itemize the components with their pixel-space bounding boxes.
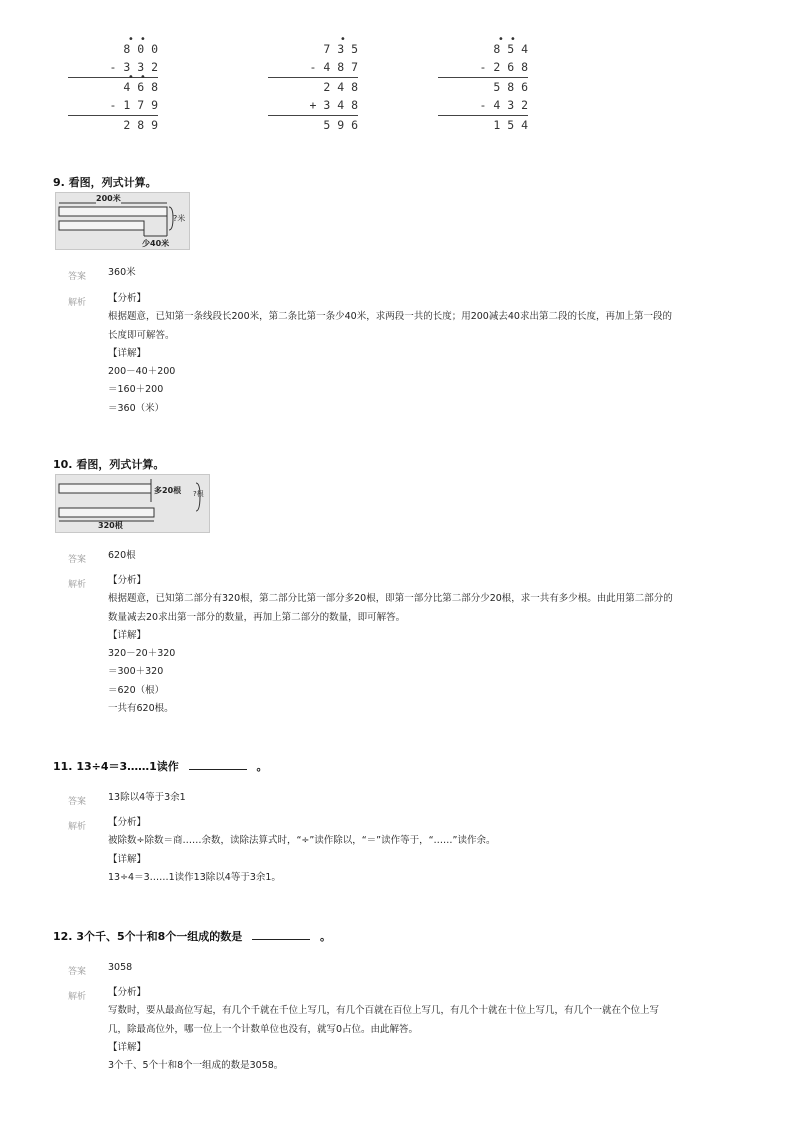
carry-dots: • • [127,34,158,45]
calc-line: - 4 3 2 [438,96,528,115]
calc-line: 2 4 8 [323,79,358,94]
calc-line: 5 8 6 [493,79,528,94]
analysis-line: 【分析】 [108,575,147,586]
q11-analysis [108,814,495,887]
analysis-line: 一共有620根。 [108,703,174,715]
vertical-calc-1 [68,34,158,134]
q9-label-bottom: 少40米 [142,239,170,248]
calc-line: - 4 8 7 [268,58,358,77]
vertical-calc-3 [438,34,528,134]
q9-answer: 360米 [108,267,136,278]
analysis-label: 解析 [68,298,87,308]
analysis-line: 长度即可解答。 [108,329,175,341]
calc-line: - 1 7 9 [68,96,158,115]
analysis-line: 数量减去20求出第一部分的数量，再加上第二部分的数量，即可解答。 [108,611,406,623]
analysis-line: ＝360（米） [108,402,165,414]
q12-title-end: 。 [319,930,331,943]
q10-label-more: 多20根 [154,486,182,495]
calc-line: • 7 3 5 [323,34,358,56]
calc-line: - 2 6 8 [438,58,528,77]
q12-analysis [108,984,659,1075]
calc-line: + 3 4 8 [268,96,358,115]
q9-line-diagram [55,192,190,250]
q10-label-bottom: 320根 [98,521,123,530]
q10-answer: 620根 [108,550,136,561]
analysis-label: 解析 [68,580,87,590]
calc-line: - 3 3 2 [68,58,158,77]
question-9-title: 9. 看图，列式计算。 [53,176,157,189]
q12-title-text: 12. 3个千、5个十和8个一组成的数是 [53,930,243,943]
analysis-line: 写数时，要从最高位写起，有几个千就在千位上写几，有几个百就在百位上写几，有几个十就在十位上写几，有几个一就在个位上写 [108,1005,660,1017]
q12-answer: 3058 [108,962,133,973]
question-11-title [53,758,268,774]
analysis-line: 320－20＋320 [108,648,176,660]
q11-title-text: 11. 13÷4＝3……1读作 [53,760,179,773]
analysis-line: ＝300＋320 [108,666,164,678]
calc-line: • • 8 0 0 [123,34,158,56]
calc-line: 1 5 4 [493,117,528,132]
analysis-line: ＝620（根） [108,684,165,696]
analysis-line: 13÷4＝3……1读作13除以4等于3余1。 [108,871,281,883]
question-12-title [53,928,331,944]
analysis-line: 【详解】 [108,853,147,865]
analysis-line: 被除数÷除数＝商……余数，读除法算式时，“÷”读作除以，“＝”读作等于，“……”读作余。 [108,835,496,847]
calc-line: • • 8 5 4 [493,34,528,56]
carry-dots: • • [497,34,528,45]
q10-diagram-svg [56,475,209,532]
q10-label-total: ?根 [193,490,204,498]
analysis-line: 根据题意，已知第二部分有320根，第二部分比第一部分多20根，即第一部分比第二部分少20根，求一共有多少根。由此用第二部分的 [108,593,673,605]
q11-answer: 13除以4等于3余1 [108,792,186,803]
vertical-calc-2 [268,34,358,134]
q10-analysis [108,572,673,718]
q9-label-top: 200米 [96,194,121,203]
q11-title-end: 。 [256,760,268,773]
answer-label: 答案 [68,555,87,565]
analysis-line: 【详解】 [108,347,147,359]
calc-line: 2 8 9 [123,117,158,132]
answer-label: 答案 [68,797,87,807]
carry-dots: • [327,34,358,45]
calc-line: 5 9 6 [323,117,358,132]
q10-line-diagram [55,474,210,533]
analysis-line: 【详解】 [108,629,147,641]
analysis-line: 【分析】 [108,987,147,998]
analysis-line: 【分析】 [108,817,147,828]
analysis-line: 几，除最高位外，哪一位上一个计数单位也没有，就写0占位。由此解答。 [108,1023,419,1035]
answer-label: 答案 [68,967,87,977]
q12-answer-blank[interactable] [252,929,310,940]
analysis-line: 【分析】 [108,293,147,304]
q9-label-right: ?米 [173,214,186,223]
analysis-line: ＝160＋200 [108,384,164,396]
carry-dots: • • [127,71,158,83]
analysis-line: 【详解】 [108,1041,147,1053]
analysis-line: 3个千、5个十和8个一组成的数是3058。 [108,1060,284,1072]
question-10-title: 10. 看图，列式计算。 [53,458,165,471]
analysis-label: 解析 [68,822,87,832]
q9-analysis [108,290,672,418]
answer-label: 答案 [68,272,87,282]
analysis-label: 解析 [68,992,87,1002]
analysis-line: 200－40＋200 [108,366,176,378]
calc-line: • • 4 6 8 [123,71,158,94]
q11-answer-blank[interactable] [189,759,247,770]
analysis-line: 根据题意，已知第一条线段长200米，第二条比第一条少40米，求两段一共的长度；用200减去40求出第二段的长度，再加上第一段的 [108,311,672,323]
